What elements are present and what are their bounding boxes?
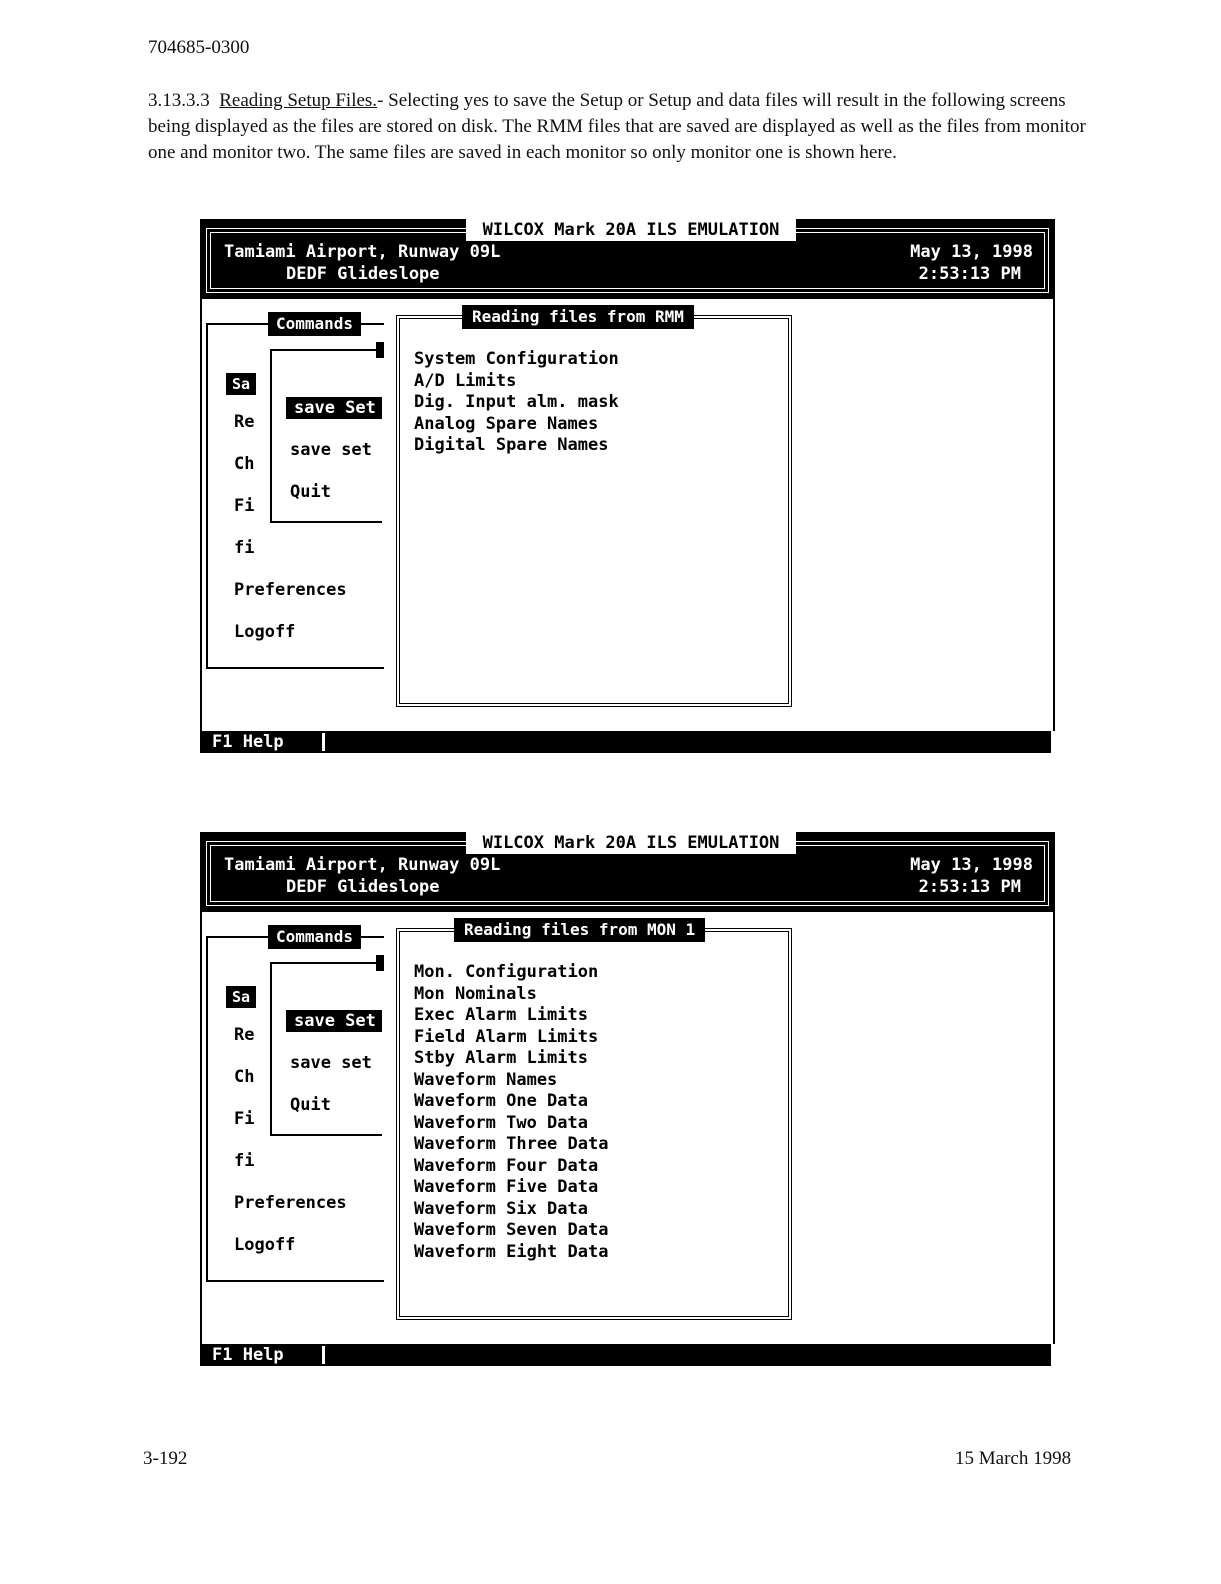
file-entry: Field Alarm Limits [414, 1026, 599, 1047]
document-number: 704685-0300 [148, 37, 250, 58]
file-entry: Waveform Three Data [414, 1134, 609, 1154]
submenu-item-selected[interactable]: save Set [286, 1010, 382, 1032]
command-item[interactable]: Fi [234, 496, 255, 516]
command-item-selected[interactable]: Sa [226, 986, 256, 1008]
command-item-logoff[interactable]: Logoff [234, 1235, 296, 1255]
emulator-screen-1 [200, 219, 1055, 754]
status-bar [200, 731, 1051, 753]
footer-date: 15 March 1998 [955, 1448, 1072, 1469]
file-entry: Waveform Five Data [414, 1177, 599, 1197]
file-panel-title: Reading files from MON 1 [454, 918, 705, 942]
time-label: 2:53:13 PM [918, 264, 1021, 284]
file-entry: Exec Alarm Limits [414, 1005, 588, 1025]
file-entry: Waveform Two Data [414, 1112, 588, 1133]
app-title: WILCOX Mark 20A ILS EMULATION [466, 832, 796, 854]
save-submenu [270, 349, 382, 523]
file-entry: System Configuration [414, 349, 619, 369]
file-entry: A/D Limits [414, 370, 517, 391]
file-entry: Digital Spare Names [414, 435, 609, 455]
file-panel-title: Reading files from RMM [462, 305, 694, 329]
file-entry: Waveform Names [414, 1069, 558, 1090]
date-label: May 13, 1998 [910, 242, 1033, 262]
file-entry: Mon Nominals [414, 983, 537, 1004]
submenu-item[interactable]: save set [290, 1053, 372, 1073]
file-entry: Stby Alarm Limits [414, 1048, 588, 1068]
commands-panel-title: Commands [268, 312, 361, 336]
section-number: 3.13.3.3 [148, 90, 210, 111]
section-paragraph [148, 88, 1108, 166]
app-title: WILCOX Mark 20A ILS EMULATION [466, 219, 796, 241]
file-entry: Waveform Seven Data [414, 1220, 609, 1240]
section-heading: Reading Setup Files. [219, 90, 378, 111]
command-item[interactable]: Re [234, 412, 255, 432]
command-item[interactable]: fi [234, 538, 255, 558]
command-item-preferences[interactable]: Preferences [234, 1193, 347, 1213]
file-progress-panel [396, 307, 792, 707]
page-number: 3-192 [143, 1448, 188, 1469]
screen-header [200, 832, 1055, 912]
command-item[interactable]: Ch [234, 1067, 255, 1087]
file-entry: Waveform Four Data [414, 1155, 599, 1176]
date-label: May 13, 1998 [910, 855, 1033, 875]
command-item-logoff[interactable]: Logoff [234, 622, 296, 642]
file-entry: Dig. Input alm. mask [414, 392, 619, 412]
command-item[interactable]: Fi [234, 1109, 255, 1129]
commands-panel-title: Commands [268, 925, 361, 949]
submenu-item-selected[interactable]: save Set [286, 397, 382, 419]
save-submenu [270, 962, 382, 1136]
location-label: Tamiami Airport, Runway 09L [224, 855, 501, 875]
file-list [414, 962, 608, 1263]
submenu-item-quit[interactable]: Quit [290, 1095, 331, 1115]
screen-header [200, 219, 1055, 299]
file-entry: Waveform Eight Data [414, 1241, 609, 1262]
system-label: DEDF Glideslope [286, 264, 440, 284]
file-entry: Mon. Configuration [414, 962, 599, 982]
submenu-item[interactable]: save set [290, 440, 372, 460]
file-entry: Waveform Six Data [414, 1198, 588, 1219]
help-key-label[interactable]: F1 Help [212, 1345, 284, 1365]
command-item[interactable]: fi [234, 1151, 255, 1171]
command-item-preferences[interactable]: Preferences [234, 580, 347, 600]
emulator-screen-2 [200, 832, 1055, 1367]
file-entry: Analog Spare Names [414, 413, 599, 434]
file-entry: Waveform One Data [414, 1091, 588, 1111]
time-label: 2:53:13 PM [918, 877, 1021, 897]
system-label: DEDF Glideslope [286, 877, 440, 897]
help-key-label[interactable]: F1 Help [212, 732, 284, 752]
command-item[interactable]: Re [234, 1025, 255, 1045]
command-item[interactable]: Ch [234, 454, 255, 474]
status-bar [200, 1344, 1051, 1366]
command-item-selected[interactable]: Sa [226, 373, 256, 395]
submenu-item-quit[interactable]: Quit [290, 482, 331, 502]
location-label: Tamiami Airport, Runway 09L [224, 242, 501, 262]
file-list [414, 349, 619, 457]
file-progress-panel [396, 920, 792, 1320]
section-body: - Selecting yes to save the Setup or Setup and data files will result in the following screens being displayed as the files are stored on disk. The RMM files that are saved are displayed as well as the files from monitor one and monitor two. The same files are saved in each monitor so only monitor one is shown here. [148, 90, 1086, 163]
